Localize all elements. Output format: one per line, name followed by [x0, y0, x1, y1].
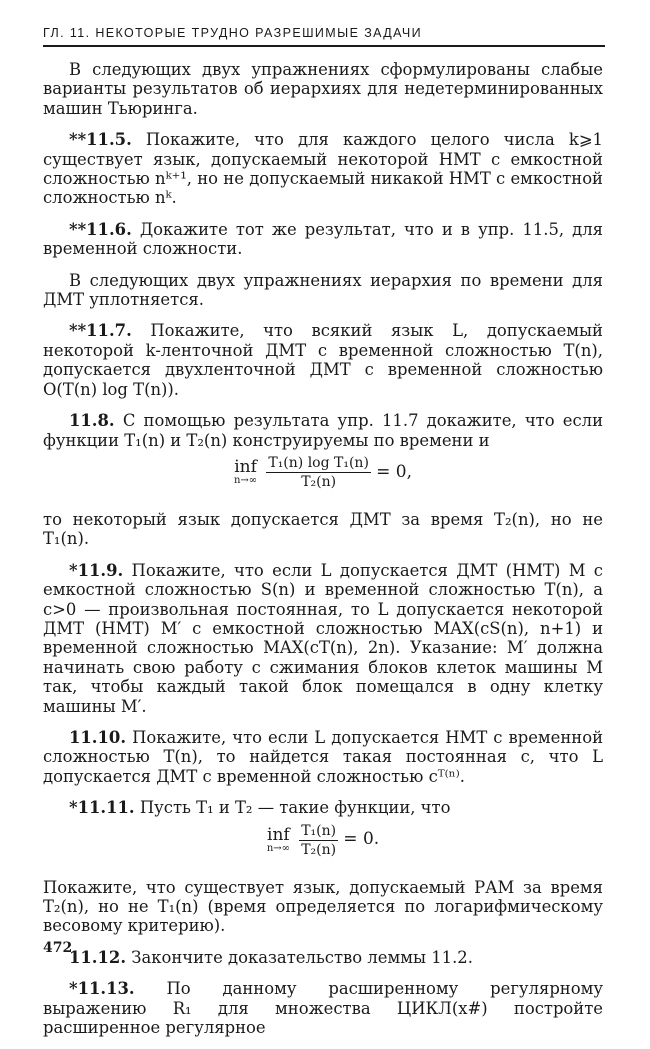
page-number: 472	[43, 940, 73, 956]
fraction-numerator: T₁(n)	[301, 822, 337, 839]
exercise-text: Покажите, что если L допускается НМТ с временной сложностью T(n), то найдется такая постоянная c, что L допускается ДМТ с временной сложностью cᵀ⁽ⁿ⁾.	[43, 727, 603, 786]
exercise-text: Пусть T₁ и T₂ — такие функции, что	[139, 798, 451, 818]
exercise-11-12	[43, 948, 603, 967]
fraction-denominator: T₂(n)	[301, 841, 337, 858]
exercise-number: *11.9.	[69, 560, 124, 580]
paragraph-intro-time: В следующих двух упражнениях иерархия по времени для ДМТ уплотняется.	[43, 270, 603, 310]
exercise-11-6	[43, 220, 603, 259]
exercise-11-11	[43, 798, 603, 817]
formula-rhs: = 0,	[376, 461, 413, 482]
exercise-number: *11.11.	[69, 798, 135, 818]
exercise-number: 11.10.	[69, 727, 127, 747]
exercise-11-9	[43, 561, 603, 716]
paragraph-intro-nondeterministic: В следующих двух упражнениях сформулированы слабые варианты результатов об иерархиях для недетерминированных машин Тьюринга.	[43, 60, 603, 118]
exercise-text: Закончите доказательство леммы 11.2.	[131, 947, 473, 967]
exercise-number: **11.6.	[69, 219, 132, 239]
formula-inf-ratio-log	[43, 454, 603, 500]
exercise-11-11-conclusion: Покажите, что существует язык, допускаемый РАМ за время T₂(n), но не T₁(n) (время определяется по логарифмическому весовому критерию).	[43, 877, 603, 936]
exercise-11-5	[43, 130, 603, 208]
formula-rhs: = 0.	[343, 829, 380, 850]
inf-subscript: n→∞	[266, 843, 290, 855]
exercise-number: **11.7.	[69, 321, 132, 341]
exercise-text: Покажите, что для каждого целого числа k⩾1 существует язык, допускаемый некоторой НМТ с емкостной сложностью nᵏ⁺¹, но не допускаемый никакой НМТ с емкостной сложностью nᵏ.	[43, 130, 603, 208]
exercise-11-10	[43, 728, 603, 786]
exercise-11-7	[43, 321, 603, 399]
exercise-number: *11.13.	[69, 979, 135, 999]
exercise-text: С помощью результата упр. 11.7 докажите, что если функции T₁(n) и T₂(n) конструируемы по времени и	[43, 411, 603, 450]
exercise-text: Докажите тот же результат, что и в упр. 11.5, для временной сложности.	[43, 219, 603, 259]
running-header: ГЛ. 11. НЕКОТОРЫЕ ТРУДНО РАЗРЕШИМЫЕ ЗАДАЧИ	[43, 26, 605, 47]
exercise-text: Покажите, что если L допускается ДМТ (НМТ) M с емкостной сложностью S(n) и временной сложностью T(n), а c>0 — произвольная постоянная, то L допускается некоторой ДМТ (НМТ) M′ с емкостной сложностью MAX(cS(n), n+1) и временной сложностью MAX(cT(n), 2n). Указание: M′ должна начинать свою работу с сжимания блоков клеток машины M так, чтобы каждый такой блок помещался в одну клетку машины M′.	[43, 560, 603, 716]
fraction-denominator: T₂(n)	[301, 473, 337, 490]
inf-word: inf	[234, 457, 257, 478]
exercise-11-13	[43, 979, 603, 1037]
body-text	[43, 60, 603, 1049]
exercise-number: 11.8.	[69, 411, 115, 431]
exercise-text: Покажите, что всякий язык L, допускаемый некоторой k-ленточной ДМТ с временной сложностью T(n), допускается двухленточной ДМТ с временной сложностью O(T(n) log T(n)).	[43, 321, 603, 399]
inf-subscript: n→∞	[233, 475, 258, 487]
exercise-number: **11.5.	[69, 130, 132, 150]
formula-inf-ratio	[43, 822, 603, 868]
exercise-11-8	[43, 411, 603, 450]
exercise-11-8-conclusion: то некоторый язык допускается ДМТ за время T₂(n), но не T₁(n).	[43, 509, 603, 549]
exercise-text: По данному расширенному регулярному выражению R₁ для множества ЦИКЛ(x#) постройте расширенное регулярное	[43, 979, 603, 1038]
exercise-number: 11.12.	[69, 947, 127, 967]
inf-word: inf	[267, 825, 290, 846]
fraction-numerator: T₁(n) log T₁(n)	[268, 454, 369, 471]
